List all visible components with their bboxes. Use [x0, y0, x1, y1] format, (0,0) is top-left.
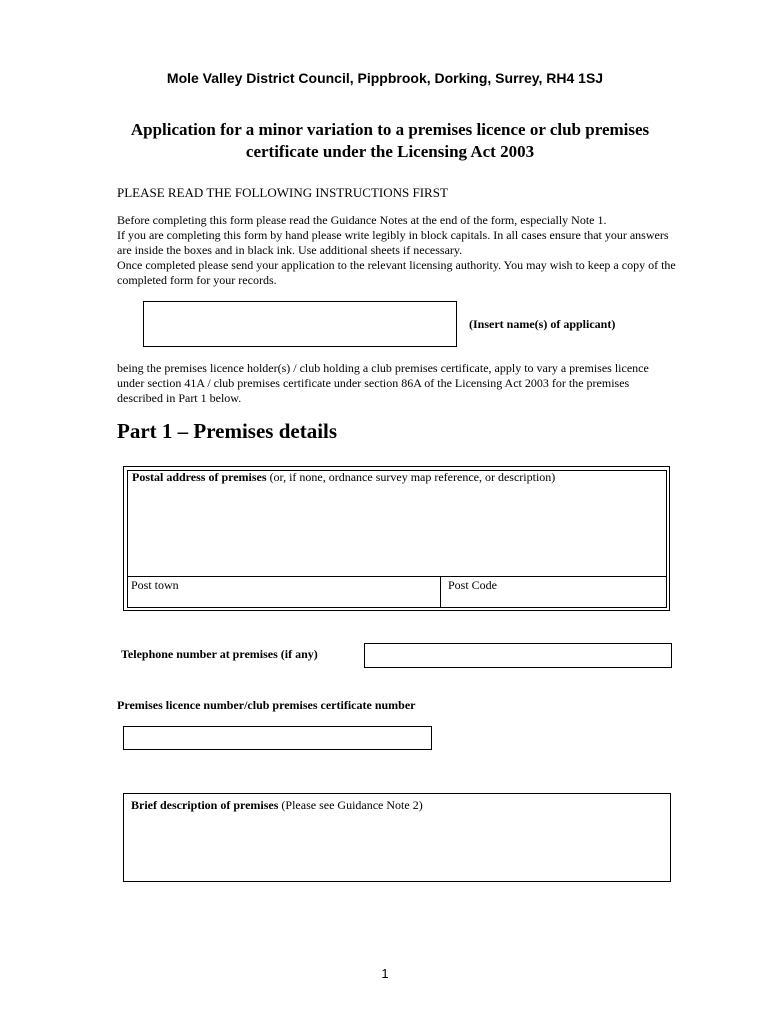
post-code-label: Post Code	[448, 578, 498, 592]
instructions-line-2: If you are completing this form by hand please write legibly in block capitals. In all cases ensure that your answers are inside the boxes and in black ink. Use additional sheets if necessary.	[117, 228, 669, 257]
licence-number-field[interactable]	[123, 726, 432, 750]
premises-description-label-bold: Brief description of premises	[131, 798, 279, 812]
instructions-text	[117, 213, 677, 288]
telephone-label: Telephone number at premises (if any)	[121, 647, 318, 661]
post-town-label: Post town	[131, 578, 179, 592]
licence-number-label: Premises licence number/club premises certificate number	[117, 698, 416, 712]
premises-description-label-rest: (Please see Guidance Note 2)	[278, 798, 423, 812]
postal-address-label	[132, 470, 555, 485]
council-address-header: Mole Valley District Council, Pippbrook, Dorking, Surrey, RH4 1SJ	[166, 70, 604, 86]
premises-description-label	[131, 798, 423, 813]
telephone-field[interactable]	[364, 643, 672, 668]
post-field-divider	[440, 576, 441, 608]
postal-address-field[interactable]	[127, 470, 667, 577]
instructions-heading: PLEASE READ THE FOLLOWING INSTRUCTIONS FIRST	[117, 185, 448, 200]
postal-address-label-rest: (or, if none, ordnance survey map reference, or description)	[266, 470, 556, 484]
form-title	[100, 119, 680, 163]
declaration-text: being the premises licence holder(s) / club holding a club premises certificate, apply to vary a premises licence under section 41A / club premises certificate under section 86A of the Licensing Act 2003 for the premises described in Part 1 below.	[117, 361, 649, 405]
instructions-line-1: Before completing this form please read the Guidance Notes at the end of the form, especially Note 1.	[117, 213, 607, 227]
post-town-field[interactable]	[127, 576, 667, 608]
postal-address-label-bold: Postal address of premises	[132, 470, 267, 484]
form-title-line-2: certificate under the Licensing Act 2003	[245, 142, 535, 161]
part-1-heading: Part 1 – Premises details	[117, 419, 338, 443]
applicant-name-field[interactable]	[143, 301, 457, 347]
applicant-name-label: (Insert name(s) of applicant)	[469, 317, 616, 331]
instructions-line-3: Once completed please send your application to the relevant licensing authority. You may wish to keep a copy of the completed form for your records.	[117, 258, 676, 287]
form-title-line-1: Application for a minor variation to a premises licence or club premises	[130, 120, 650, 139]
page-number: 1	[381, 966, 389, 981]
